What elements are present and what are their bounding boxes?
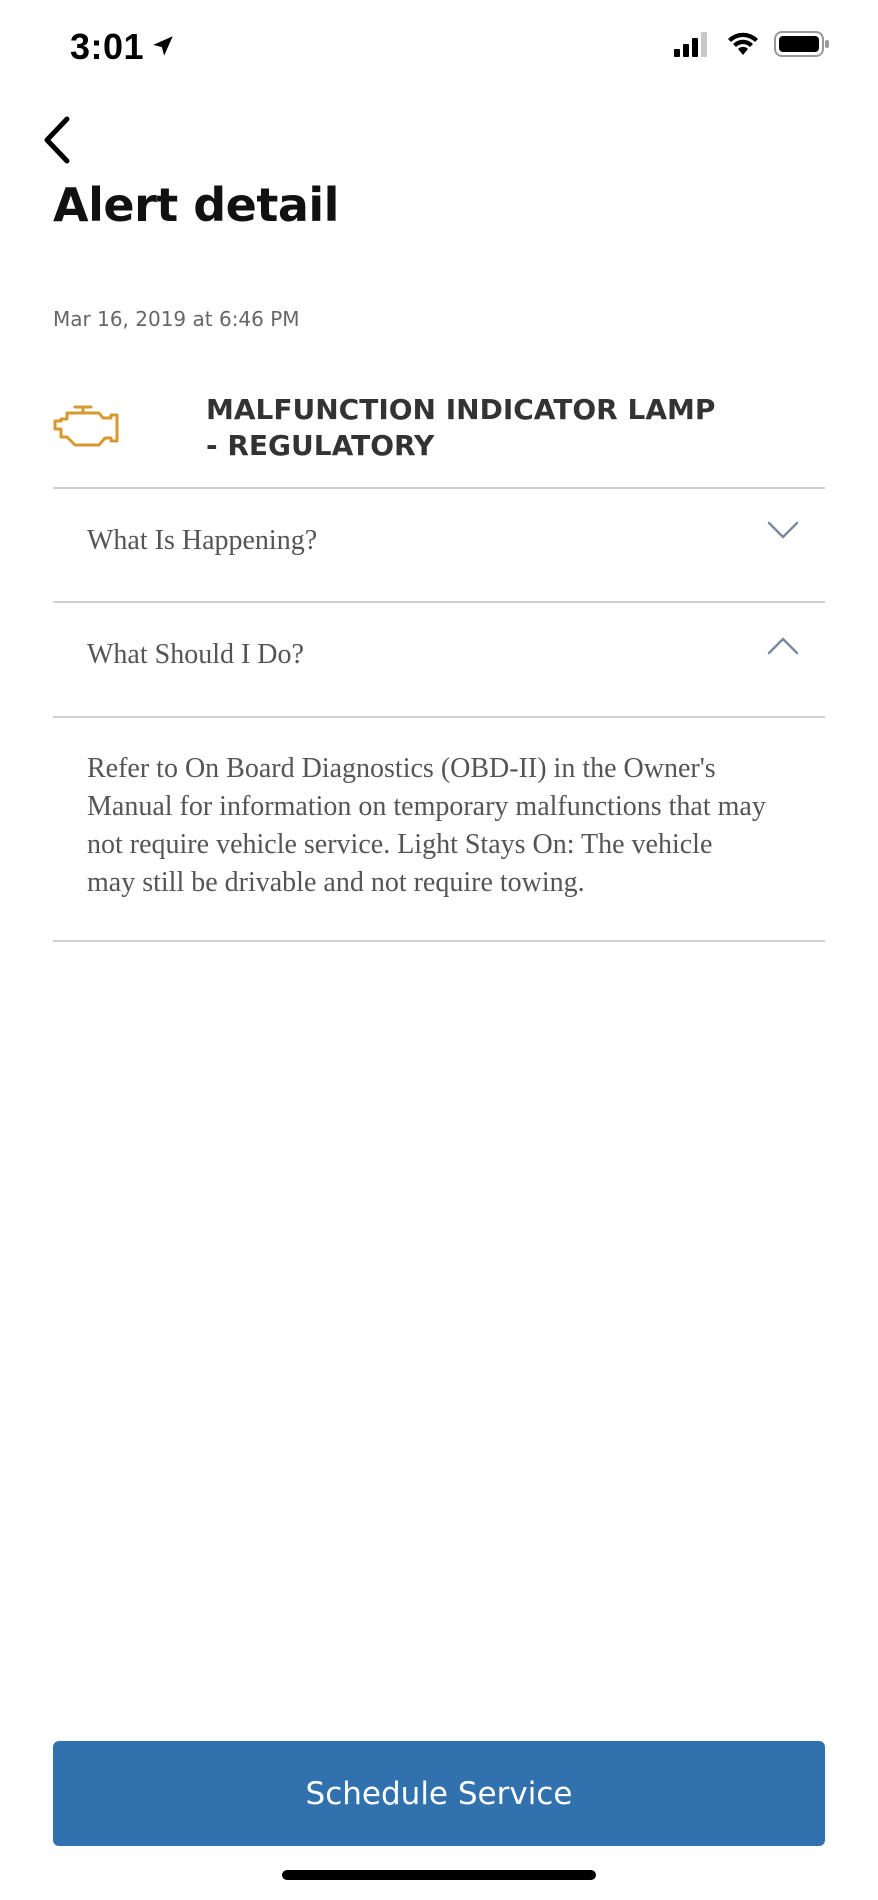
engine-icon xyxy=(53,403,123,453)
accordion-label: What Should I Do? xyxy=(87,639,304,670)
status-bar xyxy=(0,0,878,100)
divider xyxy=(53,940,825,942)
accordion-label: What Is Happening? xyxy=(87,525,318,556)
alert-header xyxy=(53,388,825,462)
battery-icon xyxy=(774,30,830,63)
alert-timestamp: Mar 16, 2019 at 6:46 PM xyxy=(53,307,300,331)
chevron-down-icon xyxy=(767,519,799,541)
back-button[interactable] xyxy=(36,112,80,168)
accordion-what-should-i-do[interactable] xyxy=(53,603,825,715)
alert-title xyxy=(136,392,766,464)
home-indicator xyxy=(282,1870,596,1880)
divider xyxy=(53,716,825,718)
alert-title-line1: MALFUNCTION INDICATOR LAMP xyxy=(206,393,716,426)
wifi-icon xyxy=(726,31,760,62)
schedule-service-button[interactable]: Schedule Service xyxy=(53,1741,825,1846)
status-time-label: 3:01 xyxy=(70,26,145,67)
cellular-signal-icon xyxy=(672,31,712,62)
accordion-what-is-happening[interactable] xyxy=(53,489,825,601)
chevron-up-icon xyxy=(767,635,799,657)
page-title: Alert detail xyxy=(53,178,339,232)
status-icons xyxy=(672,30,830,63)
status-time xyxy=(70,26,176,68)
alert-title-line2: - REGULATORY xyxy=(206,429,435,462)
accordion-body-text: Refer to On Board Diagnostics (OBD-II) in the Owner's Manual for information on temporary malfunctions that may not require vehicle service. Light Stays On: The vehicle may still be drivable and not require towing. xyxy=(87,753,766,898)
chevron-left-icon xyxy=(41,115,75,165)
location-arrow-icon xyxy=(150,26,176,68)
